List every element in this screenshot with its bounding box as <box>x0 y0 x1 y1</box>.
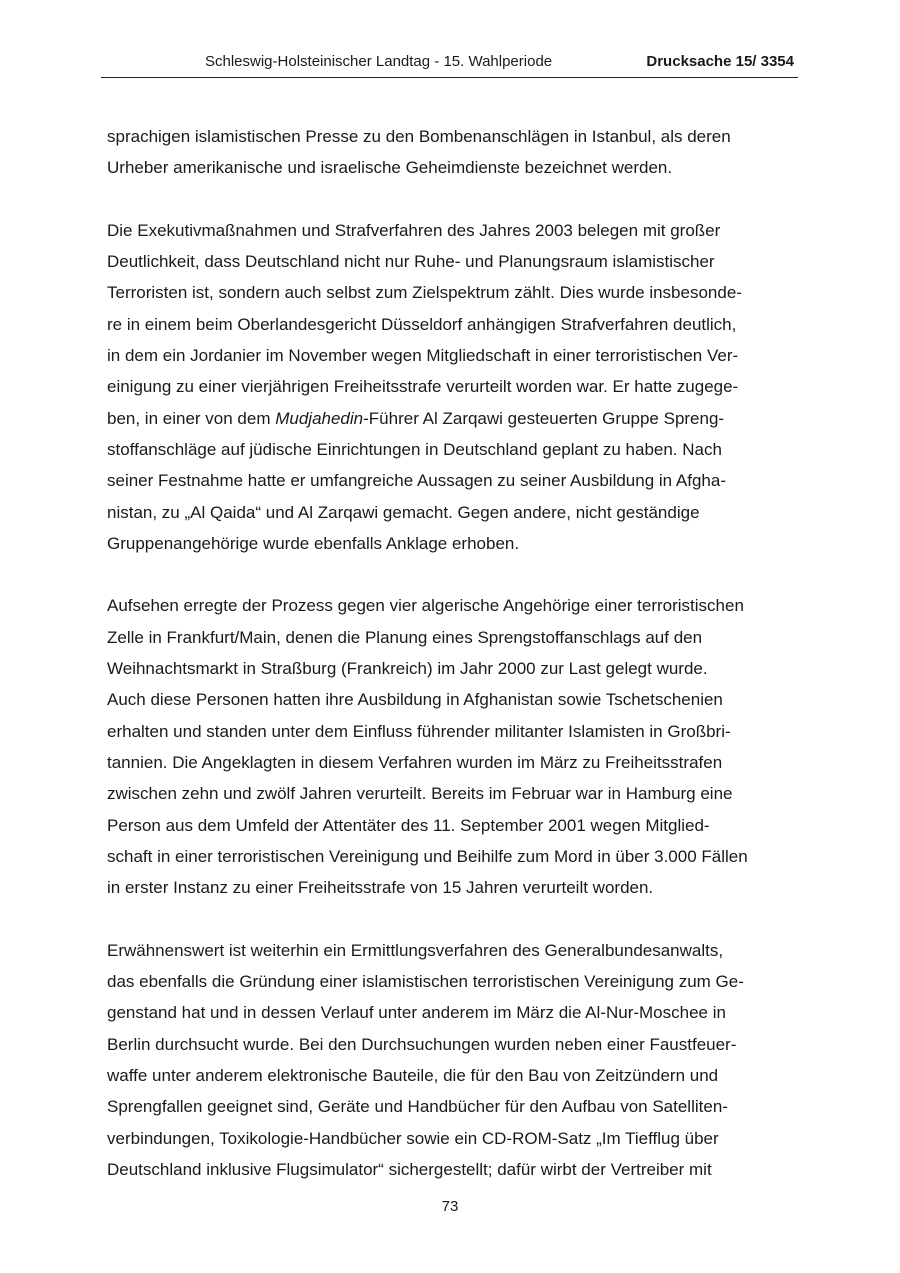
text-line: genstand hat und in dessen Verlauf unter anderem im März die Al-Nur-Moschee in <box>107 1003 726 1023</box>
text-line: Erwähnenswert ist weiterhin ein Ermittlungsverfahren des Generalbundesanwalts, <box>107 940 724 960</box>
text-line: in dem ein Jordanier im November wegen Mitgliedschaft in einer terroristischen Ver- <box>107 346 739 366</box>
text-line: verbindungen, Toxikologie-Handbücher sowie ein CD-ROM-Satz „Im Tiefflug über <box>107 1128 719 1148</box>
text-line: einigung zu einer vierjährigen Freiheitsstrafe verurteilt worden war. Er hatte zugege- <box>107 377 739 397</box>
text-line: das ebenfalls die Gründung einer islamistischen terroristischen Vereinigung zum Ge- <box>107 972 744 992</box>
text-line: Terroristen ist, sondern auch selbst zum Zielspektrum zählt. Dies wurde insbesonde- <box>107 283 742 303</box>
text-line: Deutschland inklusive Flugsimulator“ sichergestellt; dafür wirbt der Vertreiber mit <box>107 1159 712 1179</box>
text-line: Aufsehen erregte der Prozess gegen vier algerische Angehörige einer terroristischen <box>107 596 744 616</box>
page-number: 73 <box>441 1198 459 1215</box>
text-line: Berlin durchsucht wurde. Bei den Durchsuchungen wurden neben einer Faustfeuer- <box>107 1034 737 1054</box>
text-line: Weihnachtsmarkt in Straßburg (Frankreich) im Jahr 2000 zur Last gelegt wurde. <box>107 659 708 679</box>
text-line: Zelle in Frankfurt/Main, denen die Planung eines Sprengstoffanschlags auf den <box>107 627 703 647</box>
text-segment: ben, in einer von dem <box>107 408 276 428</box>
text-line: waffe unter anderem elektronische Bauteile, die für den Bau von Zeitzündern und <box>107 1065 719 1085</box>
text-line: erhalten und standen unter dem Einfluss führender militanter Islamisten in Großbri- <box>107 721 731 741</box>
page-header <box>101 52 798 78</box>
italic-term: Mudjahedin <box>275 408 364 428</box>
paragraph <box>107 215 797 559</box>
header-title: Schleswig-Holsteinischer Landtag - 15. Wahlperiode <box>205 53 553 70</box>
text-line: Die Exekutivmaßnahmen und Strafverfahren des Jahres 2003 belegen mit großer <box>107 220 721 240</box>
text-line: in erster Instanz zu einer Freiheitsstrafe von 15 Jahren verurteilt worden. <box>107 878 654 898</box>
text-segment: -Führer Al Zarqawi gesteuerten Gruppe Spreng- <box>363 408 725 428</box>
text-line: Urheber amerikanische und israelische Geheimdienste bezeichnet werden. <box>107 158 673 178</box>
document-number: Drucksache 15/ 3354 <box>646 53 794 70</box>
text-line: tannien. Die Angeklagten in diesem Verfahren wurden im März zu Freiheitsstrafen <box>107 752 723 772</box>
text-line: sprachigen islamistischen Presse zu den Bombenanschlägen in Istanbul, als deren <box>107 127 731 146</box>
paragraph <box>107 121 797 184</box>
text-line: Auch diese Personen hatten ihre Ausbildung in Afghanistan sowie Tschetschenien <box>107 690 723 710</box>
text-line: stoffanschläge auf jüdische Einrichtungen in Deutschland geplant zu haben. Nach <box>107 439 722 459</box>
body-text <box>107 121 797 1216</box>
paragraph <box>107 590 797 903</box>
text-line: schaft in einer terroristischen Vereinigung und Beihilfe zum Mord in über 3.000 Fällen <box>107 846 748 866</box>
text-line <box>107 403 797 434</box>
text-line: seiner Festnahme hatte er umfangreiche Aussagen zu seiner Ausbildung in Afgha- <box>107 471 726 491</box>
text-line: Sprengfallen geeignet sind, Geräte und Handbücher für den Aufbau von Satelliten- <box>107 1097 728 1117</box>
text-line: nistan, zu „Al Qaida“ und Al Zarqawi gemacht. Gegen andere, nicht geständige <box>107 502 700 522</box>
text-line: Deutlichkeit, dass Deutschland nicht nur Ruhe- und Planungsraum islamistischer <box>107 252 715 272</box>
paragraph <box>107 935 797 1185</box>
text-line: Person aus dem Umfeld der Attentäter des 11. September 2001 wegen Mitglied- <box>107 815 710 835</box>
text-line: zwischen zehn und zwölf Jahren verurteilt. Bereits im Februar war in Hamburg eine <box>107 784 733 804</box>
text-line: Gruppenangehörige wurde ebenfalls Anklage erhoben. <box>107 533 520 553</box>
text-line: re in einem beim Oberlandesgericht Düsseldorf anhängigen Strafverfahren deutlich, <box>107 314 737 334</box>
